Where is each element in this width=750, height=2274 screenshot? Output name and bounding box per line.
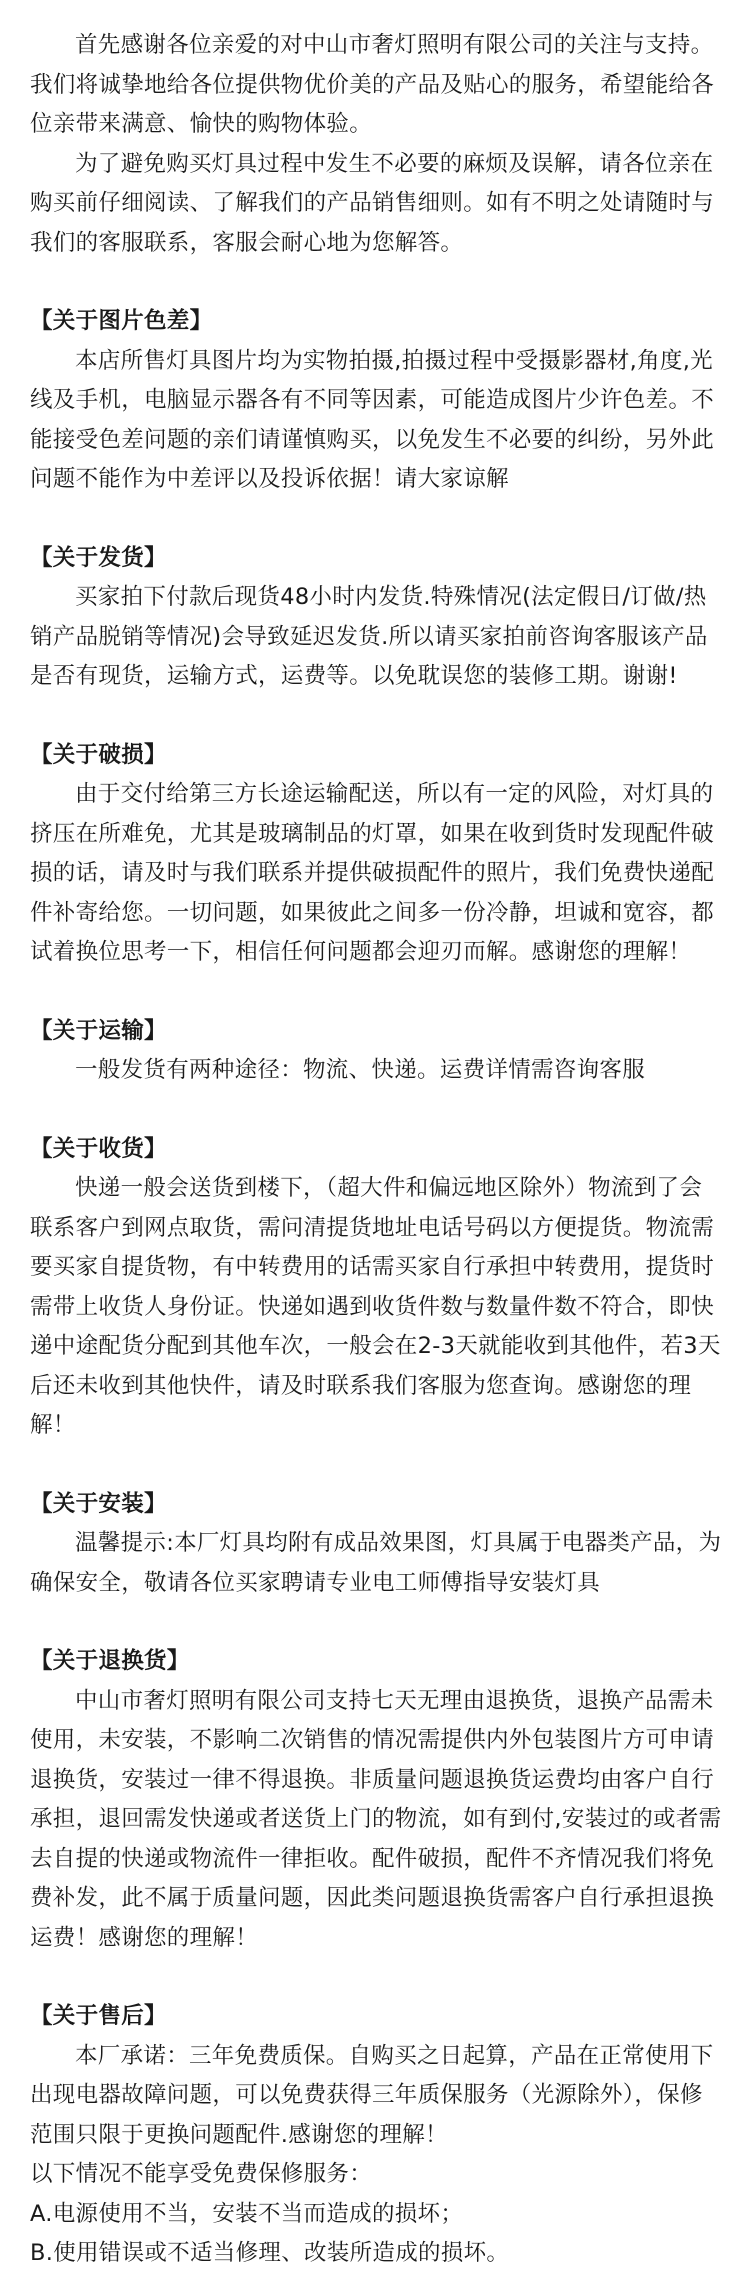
- section-body-receiving: 快递一般会送货到楼下，（超大件和偏远地区除外）物流到了会联系客户到网点取货，需问清提货地址电话号码以方便提货。物流需要买家自提货物，有中转费用的话需买家自行承担中转费用，提货时需带上收货人身份证。快递如遇到收货件数与数量件数不符合，即快递中途配货分配到其他车次，一般会在2-3天就能收到其他件，若3天后还未收到其他快件，请及时联系我们客服为您查询。感谢您的理解！: [30, 1175, 721, 1438]
- section-color-difference: [30, 302, 722, 500]
- warranty-exclusion-intro: 以下情况不能享受免费保修服务：: [30, 2161, 373, 2187]
- section-body-shipping: 买家拍下付款后现货48小时内发货.特殊情况(法定假日/订做/热销产品脱销等情况)会导致延迟发货.所以请买家拍前咨询客服该产品是否有现货，运输方式，运费等。以免耽误您的装修工期。谢谢!: [30, 584, 708, 689]
- section-body-transport: 一般发货有两种途径：物流、快递。运费详情需咨询客服: [75, 1057, 646, 1083]
- section-body-installation: 温馨提示:本厂灯具均附有成品效果图，灯具属于电器类产品，为确保安全，敬请各位买家聘请专业电工师傅指导安装灯具: [30, 1530, 722, 1596]
- section-title-returns: 【关于退换货】: [30, 1648, 190, 1674]
- section-body-color-difference: 本店所售灯具图片均为实物拍摄,拍摄过程中受摄影器材,角度,光线及手机，电脑显示器各有不同等因素，可能造成图片少许色差。不能接受色差问题的亲们请谨慎购买，以免发生不必要的纠纷，另外此问题不能作为中差评以及投诉依据！请大家谅解: [30, 347, 715, 492]
- intro-section: [30, 26, 722, 263]
- section-title-receiving: 【关于收货】: [30, 1135, 167, 1162]
- section-title-installation: 【关于安装】: [30, 1490, 167, 1517]
- section-returns: [30, 1642, 722, 1958]
- section-body-returns: 中山市奢灯照明有限公司支持七天无理由退换货，退换产品需未使用，未安装，不影响二次销售的情况需提供内外包装图片方可申请退换货，安装过一律不得退换。非质量问题退换货运费均由客户自行承担，退回需发快递或者送货上门的物流，如有到付,安装过的或者需去自提的快递或物流件一律拒收。配件破损，配件不齐情况我们将免费补发，此不属于质量问题，因此类问题退换货需客户自行承担退换运费！感谢您的理解！: [30, 1687, 722, 1951]
- section-title-shipping: 【关于发货】: [30, 544, 167, 571]
- section-after-sales: [30, 1997, 722, 2274]
- section-title-transport: 【关于运输】: [30, 1017, 167, 1044]
- section-title-color-difference: 【关于图片色差】: [30, 308, 213, 334]
- section-shipping: [30, 539, 722, 697]
- warranty-exclusion-item-a: A.电源使用不当，安装不当而造成的损坏；: [30, 2200, 464, 2227]
- intro-paragraph-notice: 为了避免购买灯具过程中发生不必要的麻烦及误解，请各位亲在购买前仔细阅读、了解我们的产品销售细则。如有不明之处请随时与我们的客服联系，客服会耐心地为您解答。: [30, 150, 715, 256]
- warranty-exclusion-item-b: B.使用错误或不适当修理、改装所造成的损坏。: [30, 2240, 510, 2266]
- section-damage: [30, 736, 722, 973]
- section-body-damage: 由于交付给第三方长途运输配送，所以有一定的风险，对灯具的挤压在所难免，尤其是玻璃制品的灯罩，如果在收到货时发现配件破损的话，请及时与我们联系并提供破损配件的照片，我们免费快递配件补寄给您。一切问题，如果彼此之间多一份冷静，坦诚和宽容，都试着换位思考一下，相信任何问题都会迎刃而解。感谢您的理解！: [30, 781, 715, 965]
- section-receiving: [30, 1130, 722, 1446]
- section-transport: [30, 1012, 722, 1091]
- section-title-damage: 【关于破损】: [30, 741, 167, 768]
- section-installation: [30, 1485, 722, 1604]
- intro-paragraph-thanks: 首先感谢各位亲爱的对中山市奢灯照明有限公司的关注与支持。我们将诚挚地给各位提供物优价美的产品及贴心的服务，希望能给各位亲带来满意、愉快的购物体验。: [30, 32, 715, 137]
- section-title-after-sales: 【关于售后】: [30, 2003, 167, 2029]
- section-body-after-sales: 本厂承诺：三年免费质保。自购买之日起算，产品在正常使用下出现电器故障问题，可以免费获得三年质保服务（光源除外），保修范围只限于更换问题配件.感谢您的理解！: [30, 2042, 714, 2148]
